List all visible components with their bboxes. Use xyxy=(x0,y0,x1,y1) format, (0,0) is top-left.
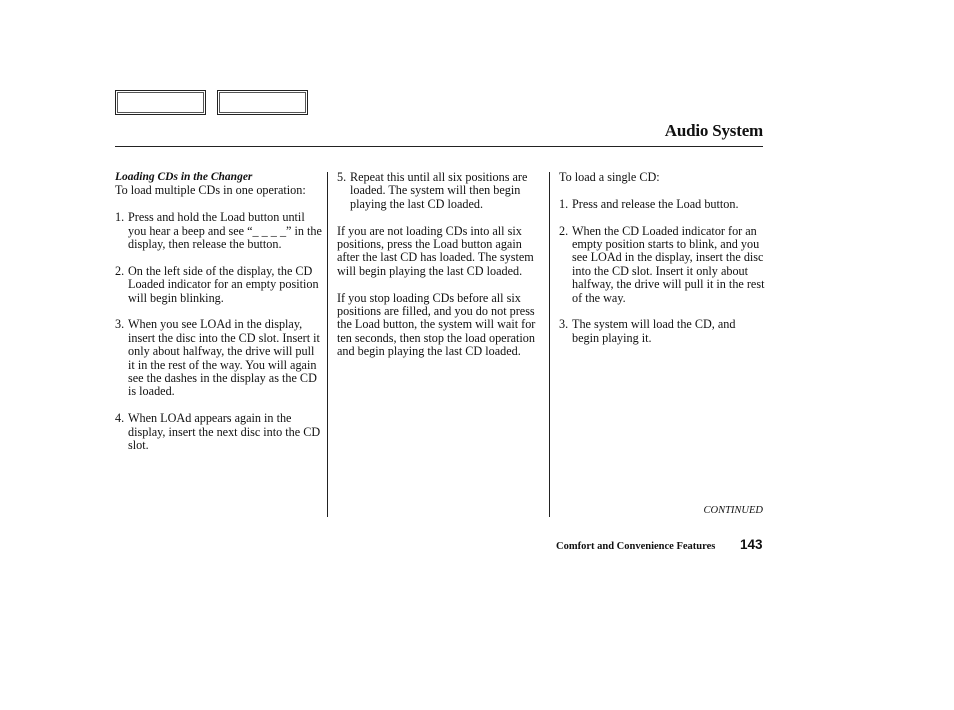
step-number: 3. xyxy=(559,317,569,332)
list-item xyxy=(559,198,765,211)
step-text: On the left side of the display, the CD Loaded indicator for an empty position will begin blinking. xyxy=(128,263,319,305)
step-text: Repeat this until all six positions are loaded. The system will then begin playing the last CD loaded. xyxy=(350,170,528,211)
column-right xyxy=(559,171,765,359)
title-divider xyxy=(115,146,763,147)
step-number: 2. xyxy=(115,263,125,278)
paragraph: If you stop loading CDs before all six positions are filled, and you do not press the Load button, the system will wait for ten seconds, then stop the load operation and begin playing the last CD loaded. xyxy=(337,290,536,359)
step-text: Press and release the Load button. xyxy=(572,196,739,211)
nav-button-next[interactable] xyxy=(217,90,308,115)
page-number: 143 xyxy=(740,537,763,552)
list-item xyxy=(115,318,323,398)
step-text: Press and hold the Load button until you hear a beep and see “_ _ _ _” in the display, then release the button. xyxy=(128,210,322,252)
list-item xyxy=(559,225,765,305)
list-item xyxy=(115,412,323,452)
step-number: 3. xyxy=(115,317,125,332)
step-text: The system will load the CD, and begin playing it. xyxy=(572,317,736,345)
list-item xyxy=(337,171,543,211)
intro-text: To load a single CD: xyxy=(559,170,660,184)
page-title: Audio System xyxy=(664,121,763,140)
nav-button-previous[interactable] xyxy=(115,90,206,115)
step-text: When the CD Loaded indicator for an empty position starts to blink, and you see LOAd in the display, insert the disc into the CD slot. Insert it only about halfway, the drive will pull it in the rest of the way. xyxy=(572,223,765,305)
intro-text: To load multiple CDs in one operation: xyxy=(115,183,306,198)
column-divider xyxy=(327,172,328,517)
step-text: When LOAd appears again in the display, insert the next disc into the CD slot. xyxy=(128,411,321,453)
list-item xyxy=(115,211,323,251)
step-text: When you see LOAd in the display, insert the disc into the CD slot. Insert it only about halfway, the drive will pull it in the rest of the way. You will again see the dashes in the display as the CD is loaded. xyxy=(128,317,320,399)
step-number: 1. xyxy=(559,196,569,211)
step-number: 5. xyxy=(337,170,347,184)
step-number: 1. xyxy=(115,210,125,225)
column-divider xyxy=(549,172,550,517)
column-left xyxy=(115,171,323,466)
section-subheading: Loading CDs in the Changer xyxy=(115,171,253,183)
step-number: 4. xyxy=(115,411,125,426)
list-item xyxy=(559,318,765,345)
paragraph: If you are not loading CDs into all six positions, press the Load button again after the last CD has loaded. The system will begin playing the last CD loaded. xyxy=(337,223,534,278)
list-item xyxy=(115,265,323,305)
footer-section-title: Comfort and Convenience Features xyxy=(556,541,716,552)
step-number: 2. xyxy=(559,223,569,238)
continued-label: CONTINUED xyxy=(703,505,763,516)
column-middle xyxy=(337,171,543,372)
